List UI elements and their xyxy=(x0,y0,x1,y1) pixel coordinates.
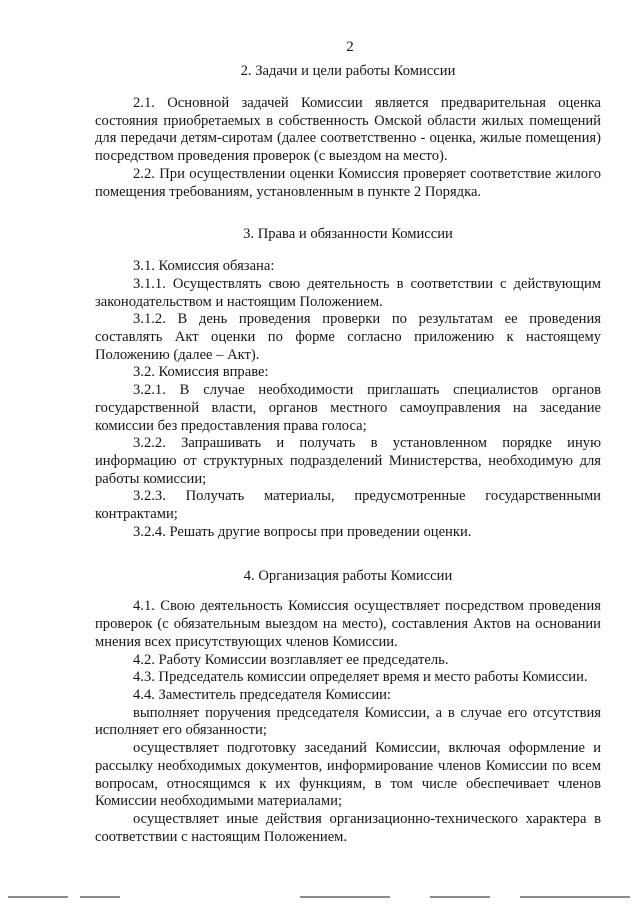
paragraph-3-1: 3.1. Комиссия обязана: xyxy=(133,258,275,275)
paragraph-4-2: 4.2. Работу Комиссии возглавляет ее председатель. xyxy=(133,651,449,668)
paragraph-4-1: 4.1. Свою деятельность Комиссия осуществляет посредством проведения проверок (с обязательным выездом на место), составления Актов на основании мнения всех присутствующих членов Комиссии. xyxy=(95,598,601,650)
paragraph-3-2: 3.2. Комиссия вправе: xyxy=(133,364,269,381)
paragraph-2-1: 2.1. Основной задачей Комиссии является предварительная оценка состояния приобретаемых в собственность Омской области жилых помещений для передачи детям-сиротам (далее соответственно - оценка, жилые помещения) посредством проведения проверок (с выездом на место). xyxy=(95,95,601,165)
paragraph-4-3: 4.3. Председатель комиссии определяет время и место работы Комиссии. xyxy=(133,669,588,686)
paragraph-3-1-1: 3.1.1. Осуществлять свою деятельность в соответствии с действующим законодательством и настоящим Положением. xyxy=(95,275,601,310)
paragraph-3-2-1: 3.2.1. В случае необходимости приглашать специалистов органов государственной власти, органов местного самоуправления на заседание комиссии без предоставления права голоса; xyxy=(95,382,601,434)
paragraph-4-4: 4.4. Заместитель председателя Комиссии: xyxy=(133,686,391,703)
section-heading-2: 2. Задачи и цели работы Комиссии xyxy=(240,63,456,79)
paragraph-3-2-3: 3.2.3. Получать материалы, предусмотренные государственными контрактами; xyxy=(95,488,601,523)
paragraph-3-2-4: 3.2.4. Решать другие вопросы при проведении оценки. xyxy=(133,523,472,540)
page-number: 2 xyxy=(346,39,354,55)
paragraph-2-2: 2.2. При осуществлении оценки Комиссия проверяет соответствие жилого помещения требованиям, установленным в пункте 2 Порядка. xyxy=(95,165,601,200)
paragraph-3-2-2: 3.2.2. Запрашивать и получать в установленном порядке иную информацию от структурных подразделений Министерства, необходимую для работы комиссии; xyxy=(95,435,601,487)
paragraph-4-4-duty-3: осуществляет иные действия организационно-технического характера в соответствии с настоящим Положением. xyxy=(95,810,601,845)
scan-edge-marks xyxy=(0,896,640,899)
section-heading-3: 3. Права и обязанности Комиссии xyxy=(243,226,453,243)
document-body xyxy=(95,62,601,846)
paragraph-4-4-duty-1: выполняет поручения председателя Комиссии, а в случае его отсутствия исполняет его обязанности; xyxy=(95,704,601,739)
paragraph-4-4-duty-2: осуществляет подготовку заседаний Комиссии, включая оформление и рассылку необходимых документов, информирование членов Комиссии по всем вопросам, относящимся к их функциям, в том числе обеспечивает членов Комиссии необходимыми материалами; xyxy=(95,740,601,810)
section-heading-4: 4. Организация работы Комиссии xyxy=(243,568,453,585)
paragraph-3-1-2: 3.1.2. В день проведения проверки по результатам ее проведения составлять Акт оценки по форме согласно приложению к настоящему Положению (далее – Акт). xyxy=(95,311,601,363)
